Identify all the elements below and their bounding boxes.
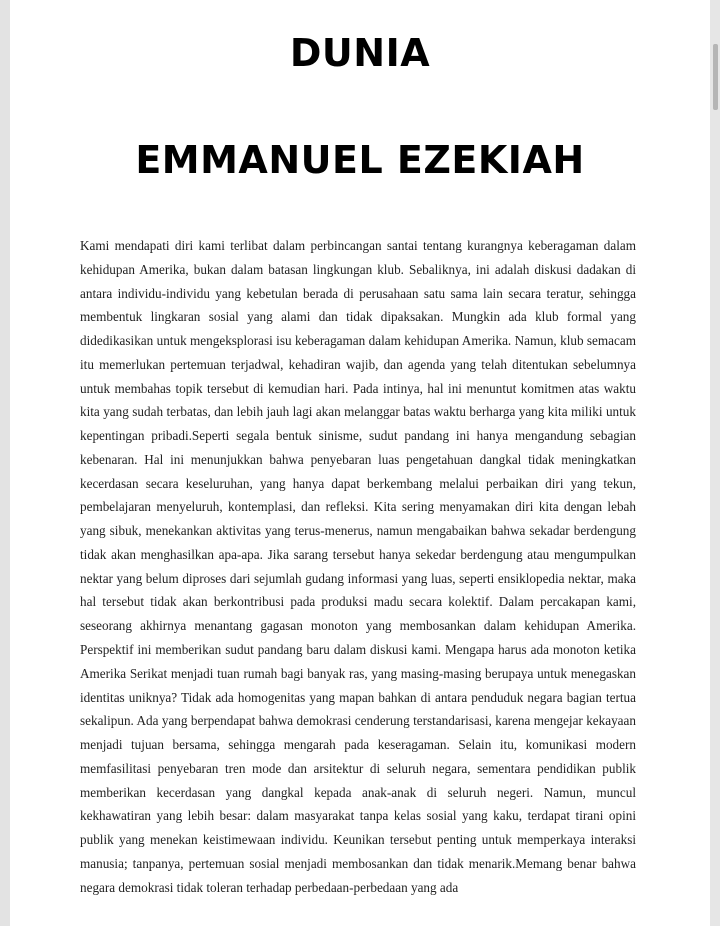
viewer-left-gutter xyxy=(0,0,10,926)
vertical-scrollbar[interactable] xyxy=(710,0,720,926)
document-title-line-2: EMMANUEL EZEKIAH xyxy=(135,138,585,182)
document-body-paragraph: Kami mendapati diri kami terlibat dalam perbincangan santai tentang kurangnya keberagaman dalam kehidupan Amerika, bukan dalam batasan lingkungan klub. Sebaliknya, ini adalah diskusi dadakan di antara individu-individu yang kebetulan berada di perusahaan satu sama lain secara teratur, sehingga membentuk lingkaran sosial yang alami dan tidak dipaksakan. Mungkin ada klub formal yang didedikasikan untuk mengeksplorasi isu keberagaman dalam kehidupan Amerika. Namun, klub semacam itu memerlukan pertemuan terjadwal, kehadiran wajib, dan agenda yang telah ditentukan sebelumnya untuk membahas topik tersebut di kemudian hari. Pada intinya, hal ini menuntut komitmen atas waktu kita yang sudah terbatas, dan lebih jauh lagi akan melanggar batas waktu berharga yang kita miliki untuk kepentingan pribadi.Seperti segala bentuk sinisme, sudut pandang ini hanya mengandung sebagian kebenaran. Hal ini menunjukkan bahwa penyebaran luas pengetahuan dangkal tidak meningkatkan kecerdasan secara keseluruhan, yang hanya dapat berkembang melalui perbaikan diri yang tekun, pembelajaran menyeluruh, kontemplasi, dan refleksi. Kita sering menyamakan diri kita dengan lebah yang sibuk, menekankan aktivitas yang terus-menerus, namun mengabaikan bahwa sekadar berdengung tidak akan menghasilkan apa-apa. Jika sarang tersebut hanya sekedar berdengung atau mengumpulkan nektar yang belum diproses dari sejumlah gudang informasi yang luas, seperti ensiklopedia nektar, maka hal tersebut tidak akan berkontribusi pada produksi madu secara kolektif. Dalam percakapan kami, seseorang akhirnya menantang gagasan monoton yang membosankan dalam kehidupan Amerika. Perspektif ini memberikan sudut pandang baru dalam diskusi kami. Mengapa harus ada monoton ketika Amerika Serikat menjadi tuan rumah bagi banyak ras, yang masing-masing berupaya untuk menegaskan identitas uniknya? Tidak ada homogenitas yang mapan bahkan di antara penduduk negara bagian tertua sekalipun. Ada yang berpendapat bahwa demokrasi cenderung terstandarisasi, karena mengejar kekayaan menjadi tujuan bersama, sehingga mengarah pada keseragaman. Selain itu, komunikasi modern memfasilitasi penyebaran tren mode dan arsitektur di seluruh negara, sementara pendidikan publik memberikan kecerdasan yang dangkal kepada anak-anak di seluruh negeri. Namun, muncul kekhawatiran yang lebih besar: dalam masyarakat tanpa kelas sosial yang kaku, terdapat tirani opini publik yang menekan keistimewaan individu. Keunikan tersebut penting untuk memperkaya interaksi manusia; tanpanya, pertemuan sosial menjadi membosankan dan tidak menarik.Memang benar bahwa negara demokrasi tidak toleran terhadap perbedaan-perbedaan yang ada xyxy=(80,238,636,895)
scrollbar-thumb[interactable] xyxy=(713,44,718,110)
document-page xyxy=(10,0,710,926)
document-title-line-1: DUNIA xyxy=(289,31,431,75)
